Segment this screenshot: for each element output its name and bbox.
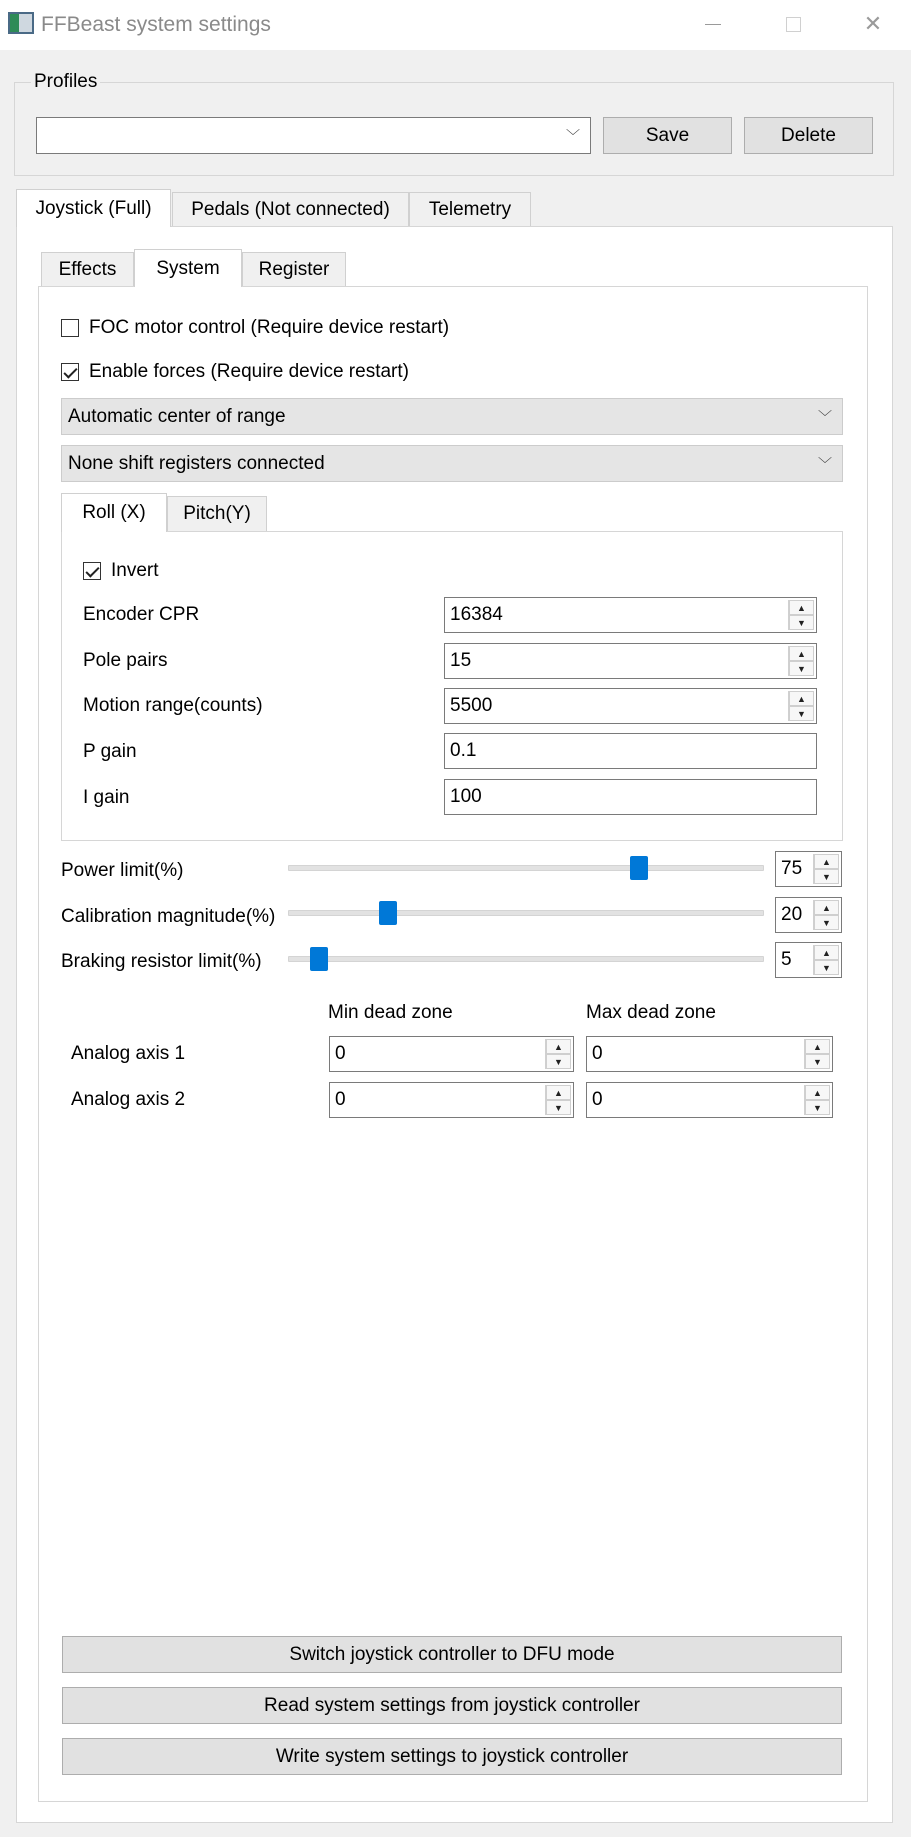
tab-pitch[interactable]: Pitch(Y) (167, 496, 267, 531)
spin-down-icon[interactable]: ▼ (814, 915, 839, 930)
power-limit-slider-thumb[interactable] (630, 856, 648, 880)
forces-checkbox-row[interactable] (61, 361, 409, 383)
spin-up-icon[interactable]: ▲ (805, 1085, 830, 1100)
analog-axis-2-label: Analog axis 2 (71, 1089, 186, 1110)
spin-down-icon[interactable]: ▼ (805, 1054, 830, 1069)
spin-up-icon[interactable]: ▲ (814, 854, 839, 869)
chevron-down-icon: ﹀ (818, 408, 832, 425)
max-dead-zone-header: Max dead zone (586, 1002, 716, 1023)
tab-telemetry[interactable]: Telemetry (409, 192, 531, 227)
close-button[interactable] (853, 8, 893, 40)
dfu-mode-button[interactable]: Switch joystick controller to DFU mode (62, 1636, 842, 1673)
analog-axis-1-min-spinbox[interactable] (329, 1036, 574, 1072)
spin-up-icon[interactable]: ▲ (814, 900, 839, 915)
delete-button[interactable]: Delete (744, 117, 873, 154)
profile-combo[interactable] (36, 117, 591, 154)
pole-pairs-value: 15 (450, 650, 472, 671)
spin-down-icon[interactable]: ▼ (814, 869, 839, 884)
spin-down-icon[interactable]: ▼ (546, 1054, 571, 1069)
power-limit-slider[interactable] (288, 865, 764, 871)
analog-axis-1-min-value: 0 (335, 1043, 346, 1064)
power-limit-spinbox[interactable] (775, 851, 842, 887)
calibration-magnitude-spinbox[interactable] (775, 897, 842, 933)
minimize-button[interactable] (693, 8, 733, 40)
motion-range-value: 5500 (450, 695, 493, 716)
analog-axis-2-max-spinbox[interactable] (586, 1082, 833, 1118)
spin-up-icon[interactable]: ▲ (789, 600, 814, 615)
foc-checkbox-row[interactable] (61, 317, 449, 339)
motion-range-spinbox[interactable] (444, 688, 817, 724)
pole-pairs-label: Pole pairs (83, 650, 168, 671)
analog-axis-2-max-value: 0 (592, 1089, 603, 1110)
chevron-down-icon: ﹀ (818, 455, 832, 472)
analog-axis-2-min-value: 0 (335, 1089, 346, 1110)
braking-resistor-value: 5 (781, 949, 792, 970)
p-gain-label: P gain (83, 741, 137, 762)
spin-down-icon[interactable]: ▼ (546, 1100, 571, 1115)
power-limit-value: 75 (781, 858, 803, 879)
spin-down-icon[interactable]: ▼ (814, 960, 839, 975)
braking-resistor-slider[interactable] (288, 956, 764, 962)
save-button[interactable]: Save (603, 117, 732, 154)
chevron-down-icon: ﹀ (566, 127, 580, 144)
center-mode-value: Automatic center of range (68, 405, 286, 427)
analog-axis-2-min-spinbox[interactable] (329, 1082, 574, 1118)
spin-up-icon[interactable]: ▲ (789, 646, 814, 661)
shift-registers-value: None shift registers connected (68, 452, 325, 474)
profiles-group-title: Profiles (31, 71, 100, 93)
window-title: FFBeast system settings (41, 13, 271, 36)
read-settings-button[interactable]: Read system settings from joystick controller (62, 1687, 842, 1724)
braking-resistor-label: Braking resistor limit(%) (61, 951, 262, 972)
shift-registers-combo[interactable] (61, 445, 843, 482)
calibration-magnitude-slider[interactable] (288, 910, 764, 916)
spin-down-icon[interactable]: ▼ (789, 661, 814, 676)
braking-resistor-spinbox[interactable] (775, 942, 842, 978)
spin-up-icon[interactable]: ▲ (546, 1039, 571, 1054)
tab-roll[interactable]: Roll (X) (61, 493, 167, 532)
p-gain-input[interactable] (444, 733, 817, 769)
foc-label: FOC motor control (Require device restart) (89, 317, 450, 338)
calibration-magnitude-label: Calibration magnitude(%) (61, 906, 276, 927)
invert-checkbox[interactable] (83, 562, 101, 580)
tab-register[interactable]: Register (242, 252, 346, 287)
invert-checkbox-row[interactable] (83, 560, 159, 582)
spin-up-icon[interactable]: ▲ (789, 691, 814, 706)
invert-label: Invert (111, 560, 159, 581)
braking-resistor-slider-thumb[interactable] (310, 947, 328, 971)
spin-down-icon[interactable]: ▼ (789, 615, 814, 630)
analog-axis-1-max-spinbox[interactable] (586, 1036, 833, 1072)
maximize-button[interactable] (773, 8, 813, 40)
analog-axis-1-max-value: 0 (592, 1043, 603, 1064)
i-gain-input[interactable] (444, 779, 817, 815)
motion-range-label: Motion range(counts) (83, 695, 263, 716)
spin-up-icon[interactable]: ▲ (805, 1039, 830, 1054)
calibration-magnitude-value: 20 (781, 904, 803, 925)
foc-checkbox[interactable] (61, 319, 79, 337)
title-bar (0, 0, 911, 50)
app-icon (8, 12, 34, 34)
spin-down-icon[interactable]: ▼ (789, 706, 814, 721)
i-gain-value: 100 (450, 786, 482, 807)
minimize-icon (705, 24, 721, 25)
encoder-cpr-spinbox[interactable] (444, 597, 817, 633)
encoder-cpr-value: 16384 (450, 604, 503, 625)
tab-system[interactable]: System (134, 249, 242, 287)
encoder-cpr-label: Encoder CPR (83, 604, 200, 625)
pole-pairs-spinbox[interactable] (444, 643, 817, 679)
tab-effects[interactable]: Effects (41, 252, 134, 287)
write-settings-button[interactable]: Write system settings to joystick controller (62, 1738, 842, 1775)
center-mode-combo[interactable] (61, 398, 843, 435)
p-gain-value: 0.1 (450, 740, 477, 761)
calibration-magnitude-slider-thumb[interactable] (379, 901, 397, 925)
spin-up-icon[interactable]: ▲ (814, 945, 839, 960)
forces-checkbox[interactable] (61, 363, 79, 381)
forces-label: Enable forces (Require device restart) (89, 361, 409, 382)
tab-pedals[interactable]: Pedals (Not connected) (172, 192, 409, 227)
min-dead-zone-header: Min dead zone (328, 1002, 453, 1023)
analog-axis-1-label: Analog axis 1 (71, 1043, 186, 1064)
tab-joystick[interactable]: Joystick (Full) (16, 189, 171, 227)
maximize-icon (786, 17, 801, 32)
spin-down-icon[interactable]: ▼ (805, 1100, 830, 1115)
power-limit-label: Power limit(%) (61, 860, 184, 881)
spin-up-icon[interactable]: ▲ (546, 1085, 571, 1100)
i-gain-label: I gain (83, 787, 130, 808)
close-icon: ✕ (863, 11, 883, 36)
